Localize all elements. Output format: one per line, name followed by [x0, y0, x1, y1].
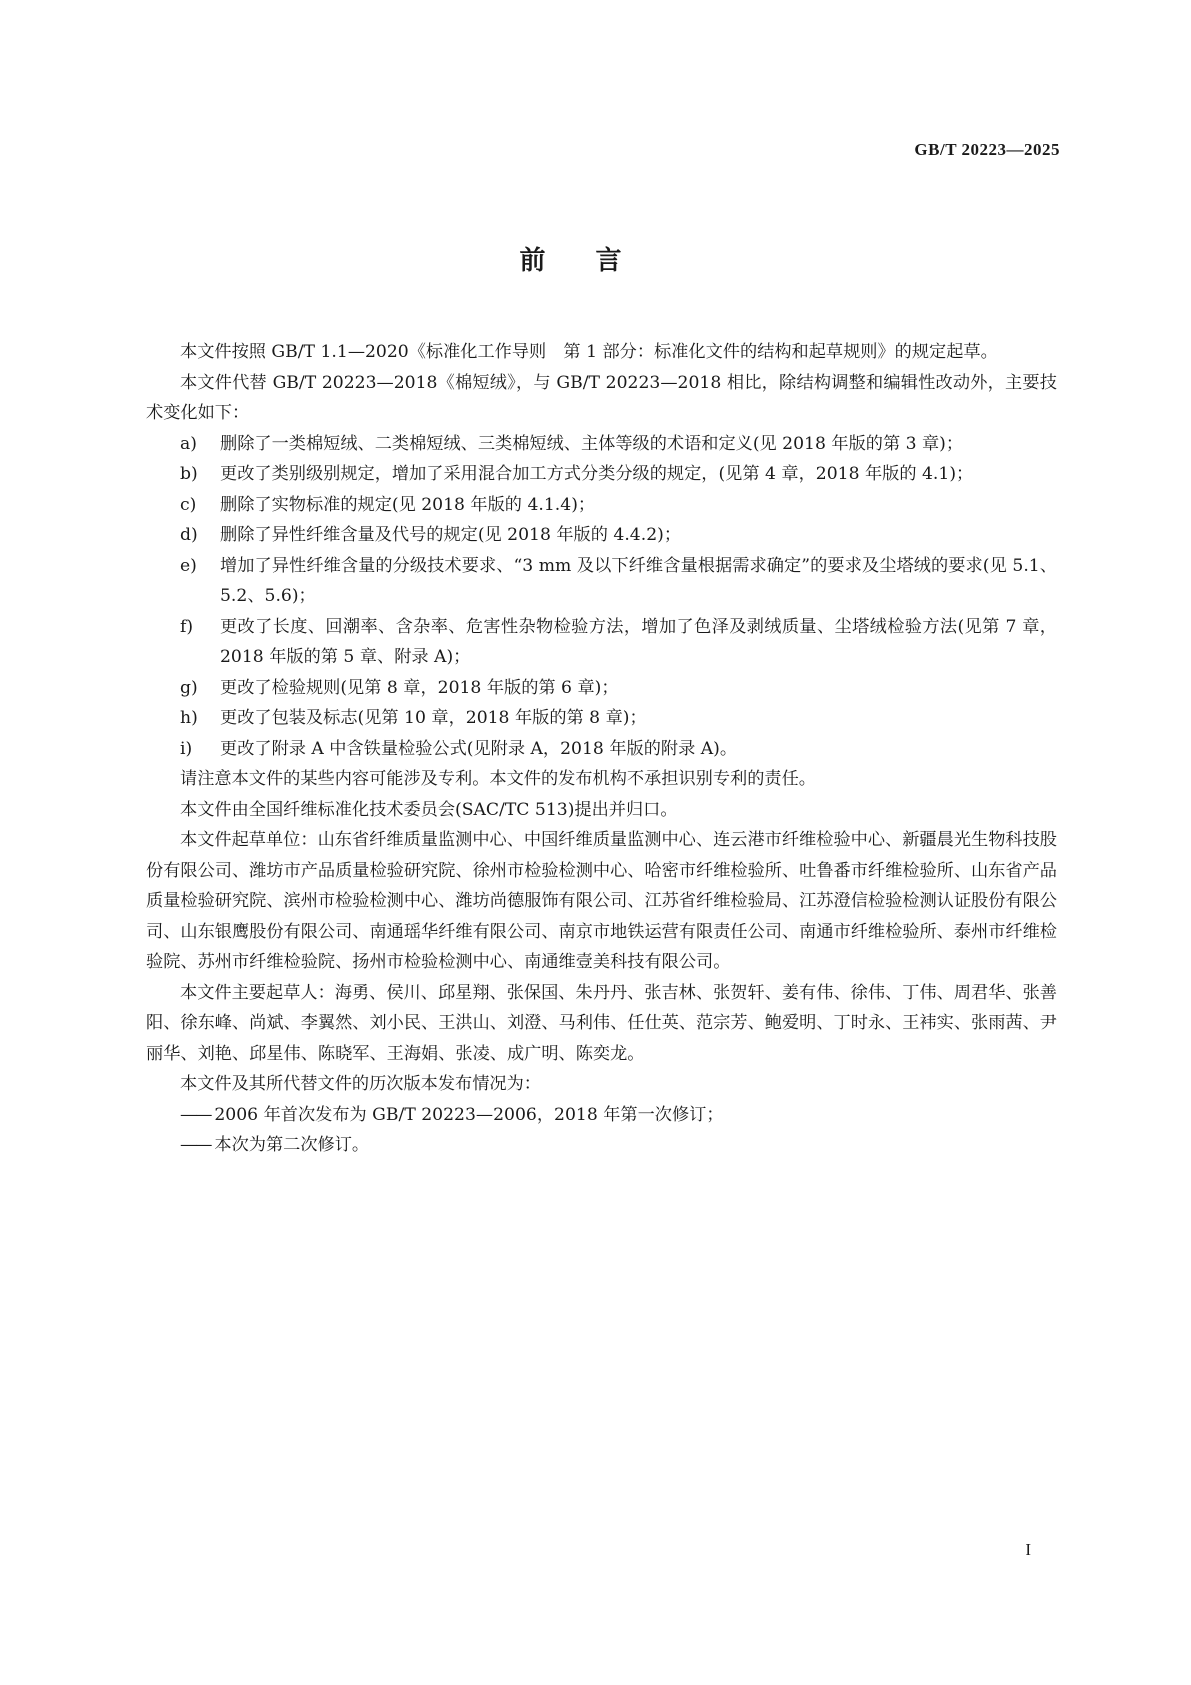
list-item-text: 更改了类别级别规定，增加了采用混合加工方式分类分级的规定，(见第 4 章，2018 年版的 4.1)； [220, 464, 974, 484]
list-item-label: e) [180, 555, 197, 576]
list-item-text: 删除了异性纤维含量及代号的规定(见 2018 年版的 4.4.2)； [220, 525, 682, 545]
list-item [146, 673, 1057, 704]
list-item [146, 490, 1057, 521]
dash-mark: —— [180, 1135, 211, 1155]
paragraph-replacement: 本文件代替 GB/T 20223—2018《棉短绒》，与 GB/T 20223—2018 相比，除结构调整和编辑性改动外，主要技术变化如下： [146, 372, 1057, 423]
list-item [146, 551, 1057, 612]
history-item [146, 1130, 1057, 1161]
list-item-text: 更改了包装及标志(见第 10 章，2018 年版的第 8 章)； [220, 708, 647, 728]
list-item-label: b) [180, 464, 198, 484]
paragraph-version-history: 本文件及其所代替文件的历次版本发布情况为： [180, 1074, 541, 1094]
history-item-text: 2006 年首次发布为 GB/T 20223—2006，2018 年第一次修订； [214, 1104, 724, 1125]
list-item-label: d) [180, 525, 198, 545]
standard-number: GB/T 20223—2025 [914, 140, 1060, 159]
history-item-text: 本次为第二次修订。 [214, 1135, 370, 1155]
list-item-label: c) [180, 494, 197, 515]
list-item-label: h) [180, 708, 198, 728]
paragraph-patent-notice: 请注意本文件的某些内容可能涉及专利。本文件的发布机构不承担识别专利的责任。 [180, 769, 816, 789]
list-item-text: 更改了检验规则(见第 8 章，2018 年版的第 6 章)； [220, 677, 619, 698]
list-item-label: f) [180, 616, 194, 637]
dash-mark: —— [180, 1104, 211, 1125]
paragraph-drafting-units: 本文件起草单位：山东省纤维质量监测中心、中国纤维质量监测中心、连云港市纤维检验中心、新疆晨光生物科技股份有限公司、潍坊市产品质量检验研究院、徐州市检验检测中心、哈密市纤维检验所、吐鲁番市纤维检验所、山东省产品质量检验研究院、滨州市检验检测中心、潍坊尚德服饰有限公司、江苏省纤维检验局、江苏澄信检验检测认证股份有限公司、山东银鹰股份有限公司、南通瑶华纤维有限公司、南京市地铁运营有限责任公司、南通市纤维检验所、泰州市纤维检验院、苏州市纤维检验院、扬州市检验检测中心、南通维壹美科技有限公司。 [146, 830, 1057, 972]
list-item [146, 612, 1057, 673]
page-number: I [1025, 1540, 1031, 1559]
list-item-text: 删除了一类棉短绒、二类棉短绒、三类棉短绒、主体等级的术语和定义(见 2018 年版的第 3 章)； [220, 433, 964, 454]
paragraph-proposer: 本文件由全国纤维标准化技术委员会(SAC/TC 513)提出并归口。 [180, 799, 678, 820]
document-body [146, 337, 1057, 1161]
list-item [146, 429, 1057, 460]
list-item [146, 459, 1057, 490]
list-item [146, 734, 1057, 765]
changes-list [146, 429, 1057, 765]
paragraph-drafting-basis: 本文件按照 GB/T 1.1—2020《标准化工作导则 第 1 部分：标准化文件的结构和起草规则》的规定起草。 [180, 342, 998, 362]
list-item-label: i) [180, 738, 193, 759]
page-title: 前言 [519, 246, 672, 276]
list-item [146, 520, 1057, 551]
list-item-text: 更改了附录 A 中含铁量检验公式(见附录 A，2018 年版的附录 A)。 [220, 738, 738, 759]
list-item-label: g) [180, 677, 198, 698]
list-item-text: 删除了实物标准的规定(见 2018 年版的 4.1.4)； [220, 494, 596, 515]
history-item [146, 1100, 1057, 1131]
list-item-text: 更改了长度、回潮率、含杂率、危害性杂物检验方法，增加了色泽及剥绒质量、尘塔绒检验方法(见第 7 章，2018 年版的第 5 章、附录 A)； [220, 616, 1057, 667]
paragraph-drafters: 本文件主要起草人：海勇、侯川、邱星翔、张保国、朱丹丹、张吉林、张贺轩、姜有伟、徐伟、丁伟、周君华、张善阳、徐东峰、尚斌、李翼然、刘小民、王洪山、刘澄、马利伟、任仕英、范宗芳、鲍爱明、丁时永、王袆实、张雨茜、尹丽华、刘艳、邱星伟、陈晓军、王海娟、张凌、成广明、陈奕龙。 [146, 982, 1057, 1064]
list-item [146, 703, 1057, 734]
list-item-text: 增加了异性纤维含量的分级技术要求、“3 mm 及以下纤维含量根据需求确定”的要求及尘塔绒的要求(见 5.1、5.2、5.6)； [220, 555, 1057, 606]
list-item-label: a) [180, 433, 197, 454]
